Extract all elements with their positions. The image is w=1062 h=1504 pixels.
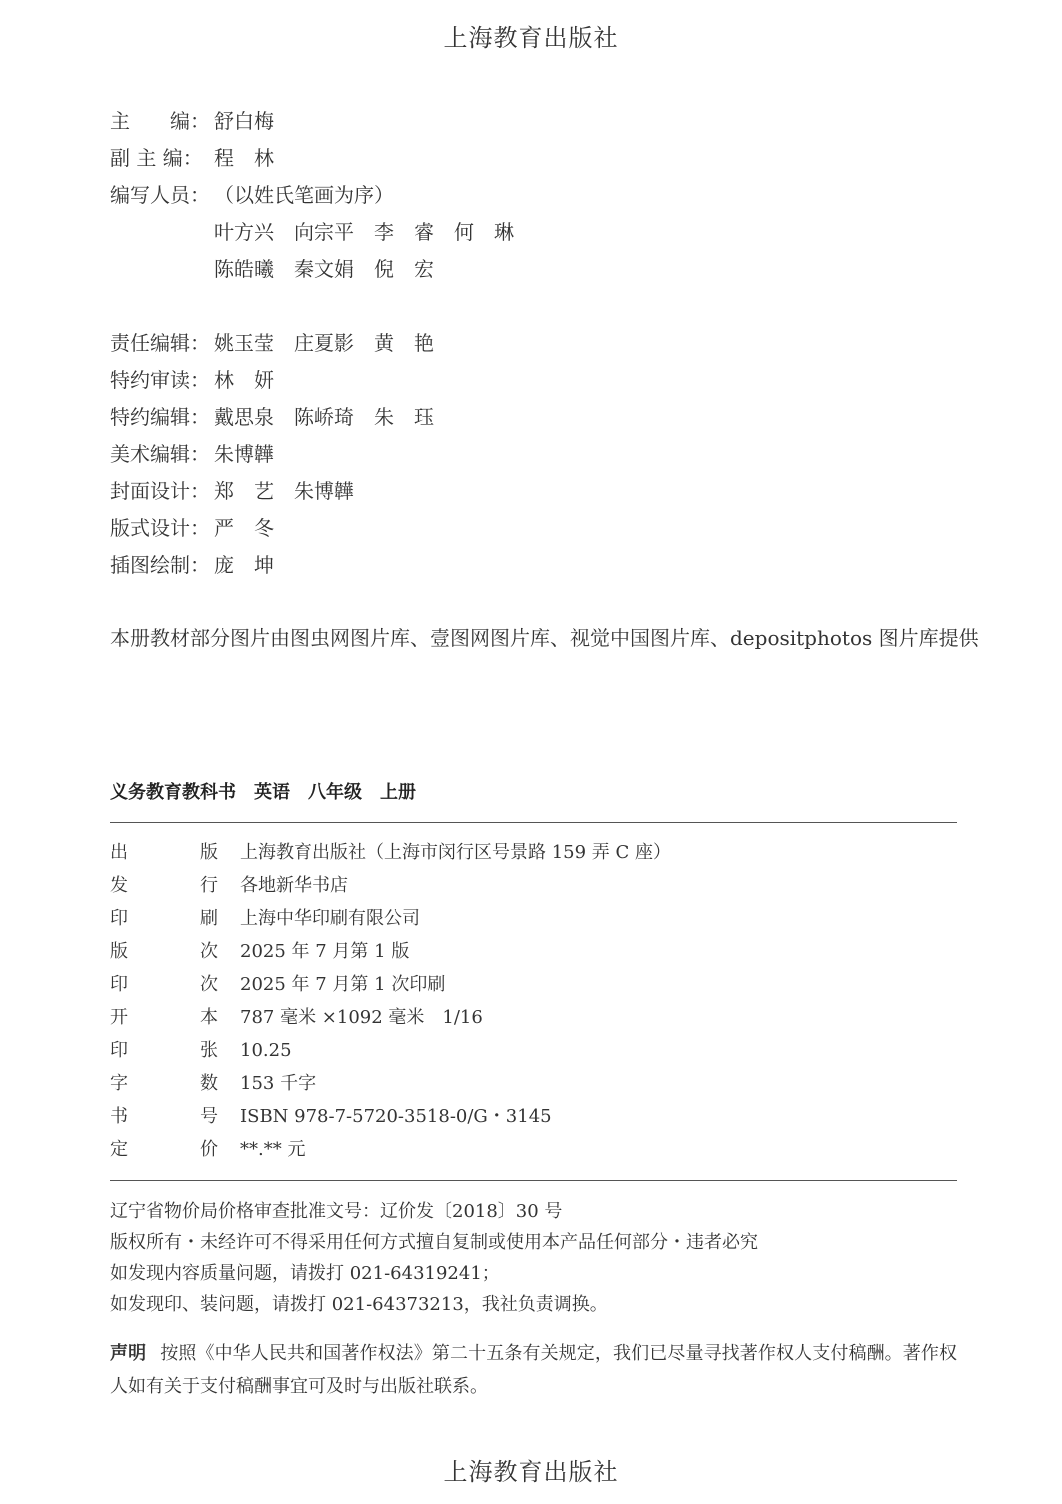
role-row-reviewer — [110, 362, 514, 399]
role-label: 版式设计： — [110, 516, 210, 540]
content-quality-contact: 如发现内容质量问题，请拨打 021-64319241； — [110, 1263, 500, 1284]
writers-label: 编写人员： — [110, 183, 210, 207]
colophon-key: 次 — [200, 941, 218, 962]
copyright-statement — [110, 1337, 957, 1403]
writers-names-1: 叶方兴 向宗平 李 睿 何 琳 — [214, 220, 514, 244]
role-row-cover-design — [110, 473, 514, 510]
divider-top — [110, 822, 957, 823]
role-names: 林 妍 — [214, 368, 274, 392]
writers-note: （以姓氏笔画为序） — [214, 183, 394, 207]
colophon-key: 书 — [110, 1106, 128, 1127]
legal-notes — [110, 1196, 758, 1320]
role-names: 戴思泉 陈峤琦 朱 珏 — [214, 405, 434, 429]
colophon-row — [110, 836, 671, 869]
writers-line-1 — [110, 214, 514, 251]
colophon-key: 次 — [200, 974, 218, 995]
colophon-key: 本 — [200, 1007, 218, 1028]
colophon-value: 153 千字 — [240, 1073, 317, 1094]
colophon-row — [110, 1067, 671, 1100]
writers-line-2 — [110, 251, 514, 288]
colophon-value: 10.25 — [240, 1040, 292, 1061]
colophon-key: 版 — [200, 842, 218, 863]
editorial-credits — [110, 103, 514, 584]
deputy-editor-label: 副 主 编： — [110, 146, 203, 170]
role-row-responsible-editors — [110, 325, 514, 362]
deputy-editor-row — [110, 140, 514, 177]
colophon-row — [110, 1100, 671, 1133]
colophon-key: 定 — [110, 1139, 128, 1160]
deputy-editor-name: 程 林 — [214, 146, 274, 170]
role-names: 严 冬 — [214, 516, 274, 540]
colophon-value: 上海教育出版社（上海市闵行区号景路 159 弄 C 座） — [240, 842, 672, 863]
role-label: 责任编辑： — [110, 331, 210, 355]
role-label: 特约编辑： — [110, 405, 210, 429]
colophon-table — [110, 836, 671, 1166]
colophon-key: 号 — [200, 1106, 218, 1127]
statement-text: 按照《中华人民共和国著作权法》第二十五条有关规定，我们已尽量寻找著作权人支付稿酬。著作权人如有关于支付稿酬事宜可及时与出版社联系。 — [110, 1343, 958, 1397]
image-credits: 本册教材部分图片由图虫网图片库、壹图网图片库、视觉中国图片库、depositphotos 图片库提供 — [110, 626, 979, 650]
publisher-header: 上海教育出版社 — [443, 24, 619, 52]
colophon-value: ISBN 978-7-5720-3518-0/G・3145 — [240, 1106, 552, 1127]
colophon-value: 2025 年 7 月第 1 版 — [240, 941, 410, 962]
statement-label: 声明 — [110, 1343, 147, 1364]
colophon-key: 行 — [200, 875, 218, 896]
copyright-note: 版权所有・未经许可不得采用任何方式擅自复制或使用本产品任何部分・违者必究 — [110, 1232, 758, 1253]
colophon-key: 价 — [200, 1139, 218, 1160]
colophon-key: 版 — [110, 941, 128, 962]
chief-editor-name: 舒白梅 — [214, 109, 274, 133]
colophon-key: 出 — [110, 842, 128, 863]
role-row-art-editor — [110, 436, 514, 473]
colophon-key: 印 — [110, 1040, 128, 1061]
colophon-key: 开 — [110, 1007, 128, 1028]
colophon-value: 2025 年 7 月第 1 次印刷 — [240, 974, 446, 995]
colophon-key: 张 — [200, 1040, 218, 1061]
role-label: 封面设计： — [110, 479, 210, 503]
colophon-key: 印 — [110, 974, 128, 995]
role-label: 插图绘制： — [110, 553, 210, 577]
colophon-row — [110, 1034, 671, 1067]
publisher-footer: 上海教育出版社 — [443, 1458, 619, 1486]
chief-editor-label: 主 编： — [110, 109, 210, 133]
colophon-key: 刷 — [200, 908, 218, 929]
chief-editor-row — [110, 103, 514, 140]
role-names: 庞 坤 — [214, 553, 274, 577]
role-label: 美术编辑： — [110, 442, 210, 466]
colophon-value: 787 毫米 ×1092 毫米 1/16 — [240, 1007, 483, 1028]
colophon-value: 上海中华印刷有限公司 — [240, 908, 420, 929]
colophon-row — [110, 1001, 671, 1034]
colophon-row — [110, 869, 671, 902]
writers-names-2: 陈皓曦 秦文娟 倪 宏 — [214, 257, 434, 281]
colophon-key: 发 — [110, 875, 128, 896]
book-title: 义务教育教科书 英语 八年级 上册 — [110, 782, 416, 803]
price-approval-note: 辽宁省物价局价格审查批准文号：辽价发〔2018〕30 号 — [110, 1201, 563, 1222]
colophon-value: 各地新华书店 — [240, 875, 348, 896]
role-row-illustration — [110, 547, 514, 584]
colophon-key: 印 — [110, 908, 128, 929]
printing-quality-contact: 如发现印、装问题，请拨打 021-64373213，我社负责调换。 — [110, 1294, 608, 1315]
colophon-key: 数 — [200, 1073, 218, 1094]
writers-row — [110, 177, 514, 214]
colophon-row — [110, 902, 671, 935]
colophon-key: 字 — [110, 1073, 128, 1094]
colophon-value: **.** 元 — [240, 1139, 306, 1160]
colophon-row — [110, 1133, 671, 1166]
role-names: 郑 艺 朱博韡 — [214, 479, 354, 503]
role-label: 特约审读： — [110, 368, 210, 392]
colophon-row — [110, 935, 671, 968]
role-row-special-editors — [110, 399, 514, 436]
role-row-layout-design — [110, 510, 514, 547]
colophon-row — [110, 968, 671, 1001]
divider-bottom — [110, 1180, 957, 1181]
role-names: 姚玉莹 庄夏影 黄 艳 — [214, 331, 434, 355]
role-names: 朱博韡 — [214, 442, 274, 466]
